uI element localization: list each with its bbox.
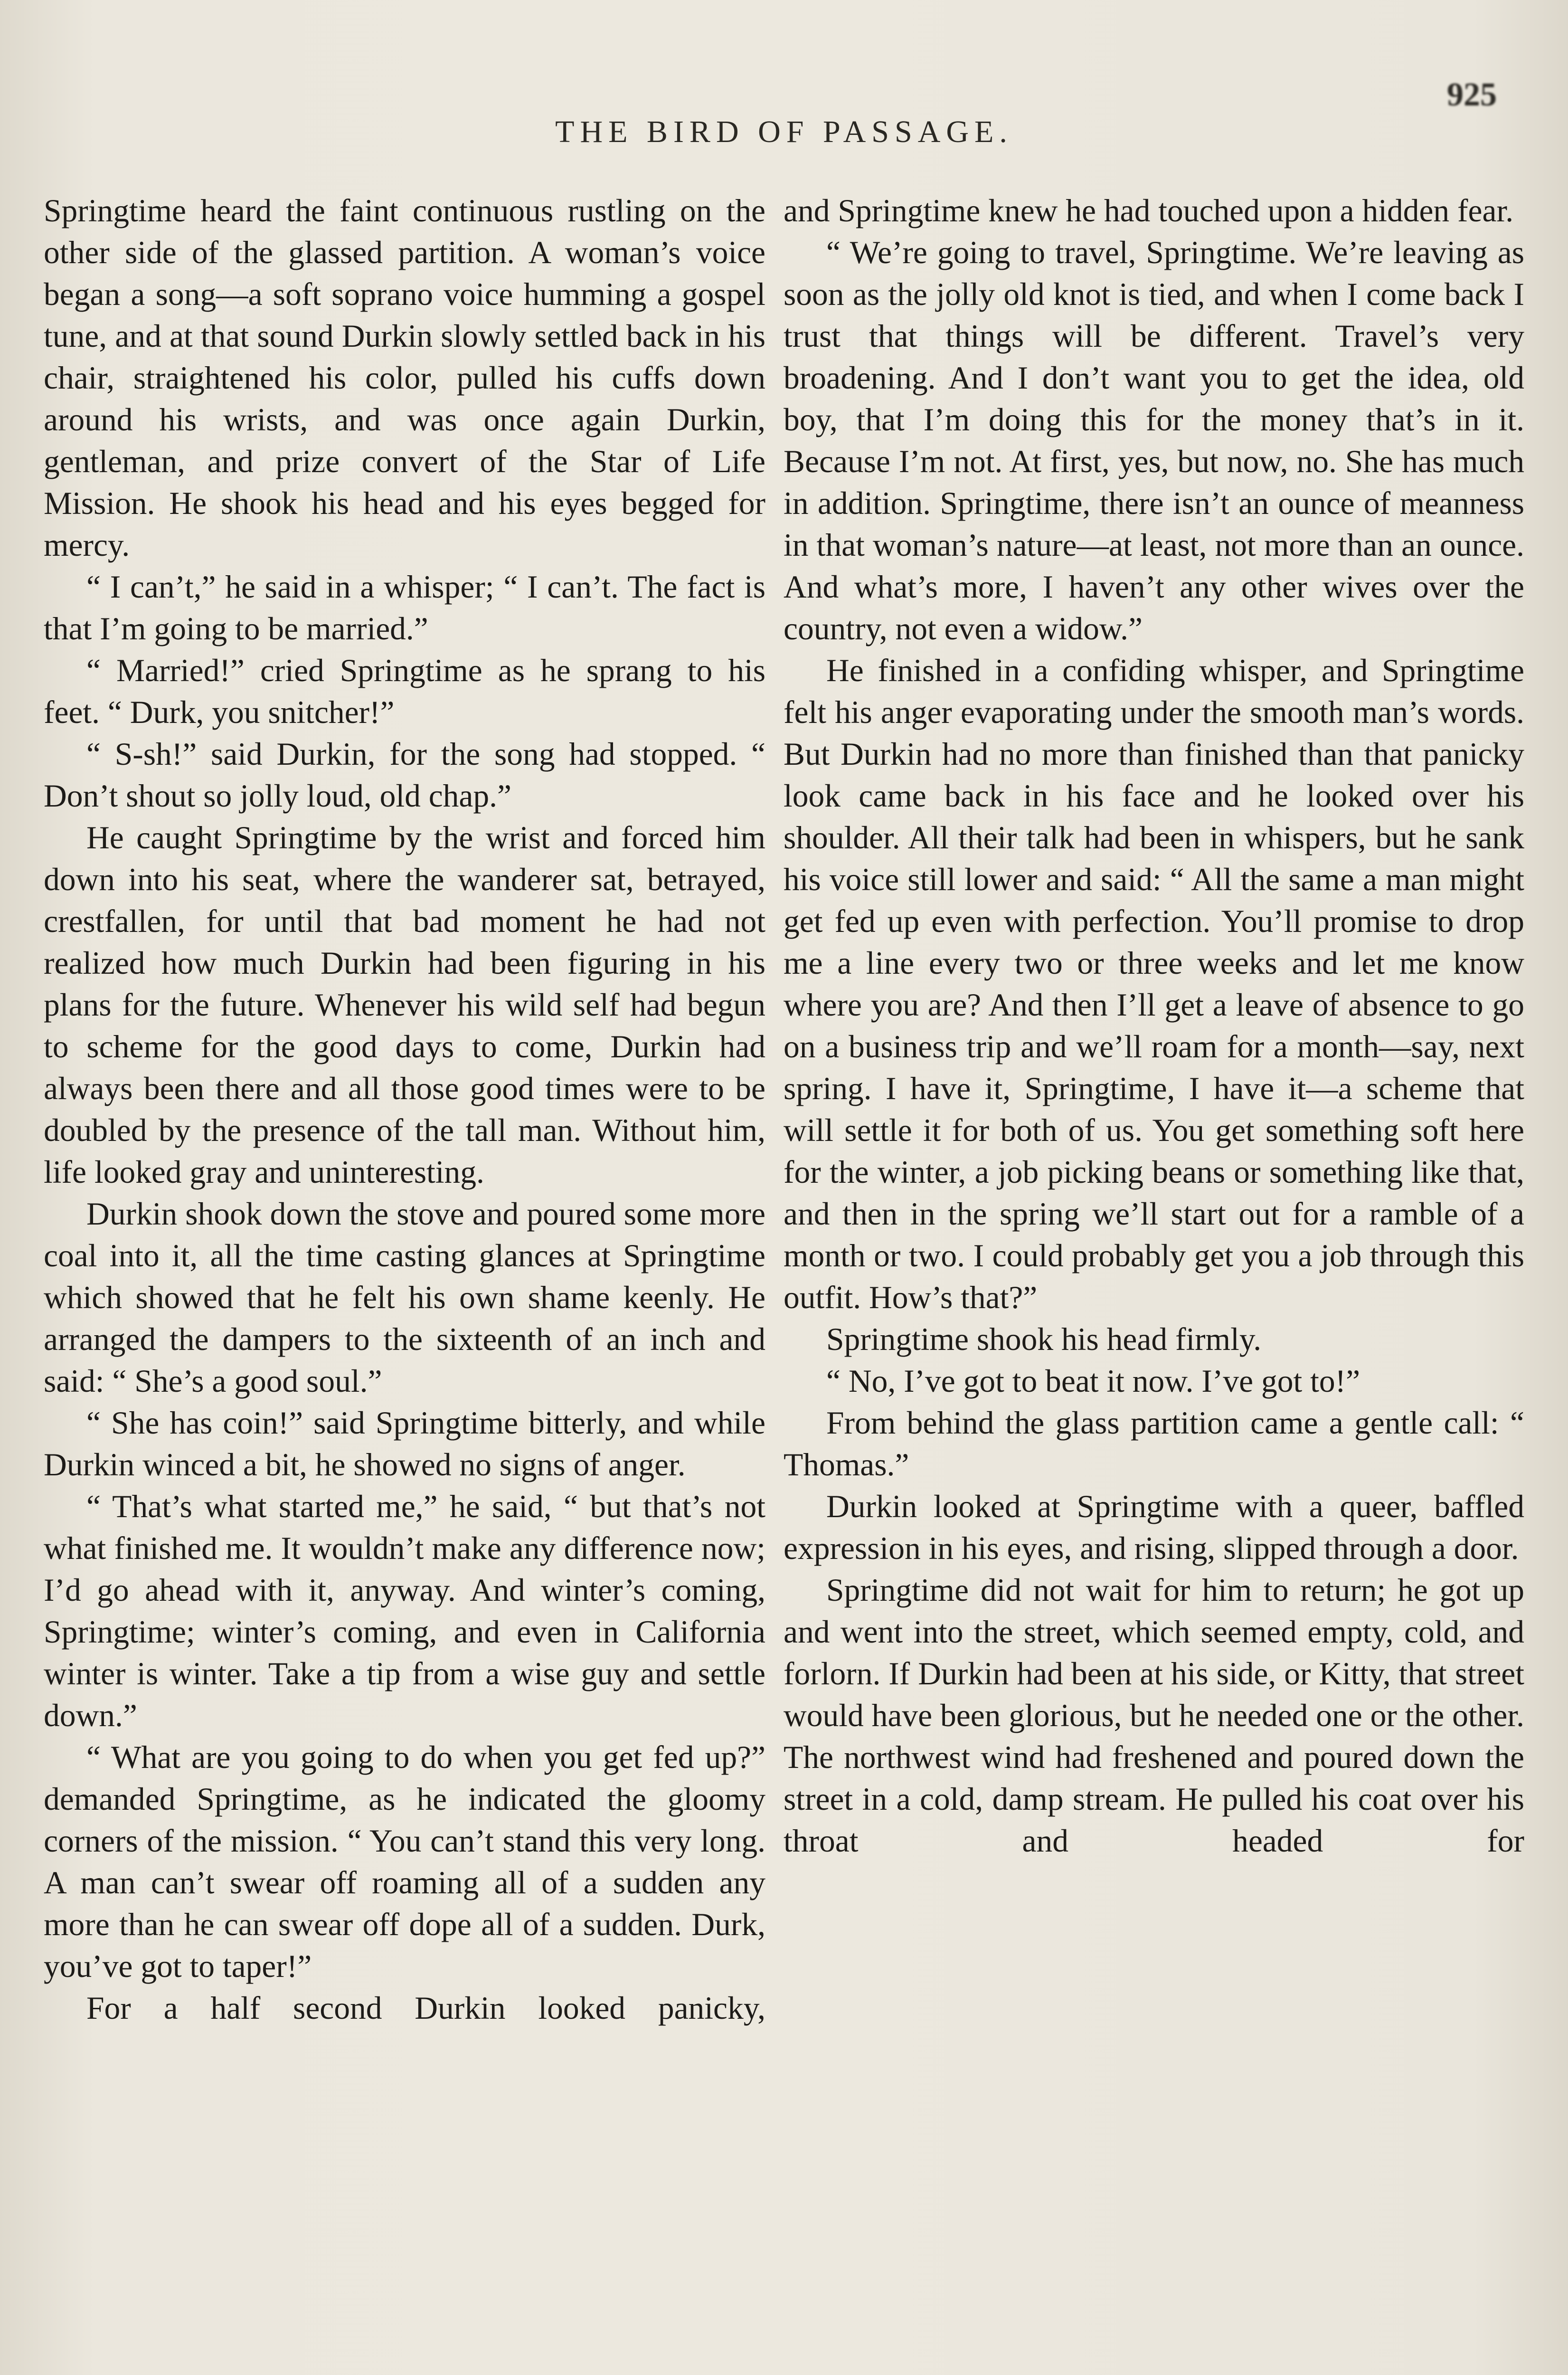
paragraph: Springtime shook his head firmly.	[826, 1321, 1262, 1357]
paragraph: “ No, I’ve got to beat it now. I’ve got to!”	[826, 1363, 1360, 1399]
right-text-column	[784, 190, 1524, 1862]
paragraph: He caught Springtime by the wrist and forced him down into his seat, where the wanderer sat, betrayed, crestfallen, for until that bad moment he had not realized how much Durkin had been figuring in his plans for the future. Whenever his wild self had begun to scheme for the good days to come, Durkin had always been there and all those good times were to be doubled by the presence of the tall man. Without him, life looked gray and uninteresting.	[44, 820, 765, 1190]
paragraph: “ S-sh!” said Durkin, for the song had stopped. “ Don’t shout so jolly loud, old chap.”	[44, 736, 765, 814]
paragraph: and Springtime knew he had touched upon a hidden fear.	[784, 193, 1514, 228]
paragraph: “ Married!” cried Springtime as he sprang to his feet. “ Durk, you snitcher!”	[44, 653, 765, 730]
paragraph: Springtime did not wait for him to return; he got up and went into the street, which seemed empty, cold, and forlorn. If Durkin had been at his side, or Kitty, that street would have been glorious, but he needed one or the other. The northwest wind had freshened and poured down the street in a cold, damp stream. He pulled his coat over his throat and headed for	[784, 1572, 1524, 1859]
paragraph: Durkin shook down the stove and poured some more coal into it, all the time casting glances at Springtime which showed that he felt his own shame keenly. He arranged the dampers to the sixteenth of an inch and said: “ She’s a good soul.”	[44, 1196, 765, 1399]
page-number: 925	[1447, 76, 1497, 113]
paragraph: Durkin looked at Springtime with a queer, baffled expression in his eyes, and rising, slipped through a door.	[784, 1489, 1524, 1566]
paragraph: For a half second Durkin looked panicky,	[86, 1990, 765, 2026]
paragraph: “ She has coin!” said Springtime bitterly, and while Durkin winced a bit, he showed no signs of anger.	[44, 1405, 765, 1482]
paragraph: “ We’re going to travel, Springtime. We’re leaving as soon as the jolly old knot is tied, and when I come back I trust that things will be different. Travel’s very broadening. And I don’t want you to get the idea, old boy, that I’m doing this for the money that’s in it. Because I’m not. At first, yes, but now, no. She has much in addition. Springtime, there isn’t an ounce of meanness in that woman’s nature—at least, not more than an ounce. And what’s more, I haven’t any other wives over the country, not even a widow.”	[784, 235, 1524, 646]
paragraph: He finished in a confiding whisper, and Springtime felt his anger evaporating under the smooth man’s words. But Durkin had no more than finished than that panicky look came back in his face and he looked over his shoulder. All their talk had been in whispers, but he sank his voice still lower and said: “ All the same a man might get fed up even with perfection. You’ll promise to drop me a line every two or three weeks and let me know where you are? And then I’ll get a leave of absence to go on a business trip and we’ll roam for a month—say, next spring. I have it, Springtime, I have it—a scheme that will settle it for both of us. You get something soft here for the winter, a job picking beans or something like that, and then in the spring we’ll start out for a ramble of a month or two. I could probably get you a job through this outfit. How’s that?”	[784, 653, 1524, 1315]
paragraph: “ That’s what started me,” he said, “ but that’s not what finished me. It wouldn’t make any difference now; I’d go ahead with it, anyway. And winter’s coming, Springtime; winter’s coming, and even in California winter is winter. Take a tip from a wise guy and settle down.”	[44, 1489, 765, 1733]
left-text-column	[44, 190, 765, 2029]
running-head: THE BIRD OF PASSAGE.	[555, 114, 1013, 149]
paragraph: Springtime heard the faint continuous rustling on the other side of the glassed partition. A woman’s voice began a song—a soft soprano voice humming a gospel tune, and at that sound Durkin slowly settled back in his chair, straightened his color, pulled his cuffs down around his wrists, and was once again Durkin, gentleman, and prize convert of the Star of Life Mission. He shook his head and his eyes begged for mercy.	[44, 193, 765, 563]
paragraph: “ I can’t,” he said in a whisper; “ I can’t. The fact is that I’m going to be married.”	[44, 569, 765, 646]
paragraph: “ What are you going to do when you get fed up?” demanded Springtime, as he indicated the gloomy corners of the mission. “ You can’t stand this very long. A man can’t swear off roaming all of a sudden any more than he can swear off dope all of a sudden. Durk, you’ve got to taper!”	[44, 1739, 765, 1984]
paragraph: From behind the glass partition came a gentle call: “ Thomas.”	[784, 1405, 1524, 1482]
